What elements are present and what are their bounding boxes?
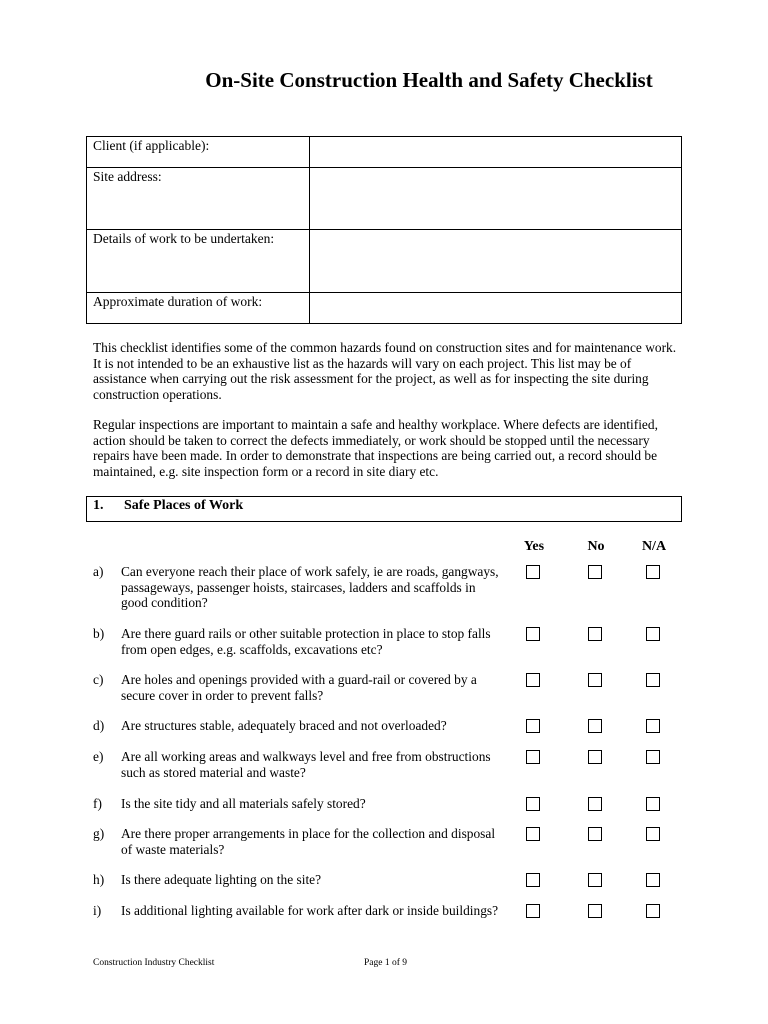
question-text: Are there guard rails or other suitable protection in place to stop falls from open edges, e.g. scaffolds, excavations etc?	[121, 626, 491, 657]
info-row-work-details	[87, 230, 682, 293]
question-letter: a)	[93, 564, 104, 579]
question-text: Are structures stable, adequately braced and not overloaded?	[121, 718, 447, 733]
yes-checkbox[interactable]	[526, 827, 540, 841]
yes-checkbox[interactable]	[526, 873, 540, 887]
no-checkbox[interactable]	[588, 827, 602, 841]
client-label: Client (if applicable):	[87, 137, 310, 168]
duration-label: Approximate duration of work:	[87, 293, 310, 324]
question-letter: g)	[93, 826, 105, 841]
na-checkbox[interactable]	[646, 750, 660, 764]
na-checkbox[interactable]	[646, 873, 660, 887]
yes-checkbox[interactable]	[526, 797, 540, 811]
no-checkbox[interactable]	[588, 627, 602, 641]
section-header	[86, 496, 682, 522]
na-checkbox[interactable]	[646, 627, 660, 641]
no-checkbox[interactable]	[588, 750, 602, 764]
na-checkbox[interactable]	[646, 673, 660, 687]
question-text: Is the site tidy and all materials safely stored?	[121, 796, 366, 811]
question-letter: c)	[93, 672, 104, 687]
yes-checkbox[interactable]	[526, 904, 540, 918]
question-text: Is there adequate lighting on the site?	[121, 872, 322, 887]
column-header-no: No	[587, 539, 605, 554]
na-checkbox[interactable]	[646, 565, 660, 579]
no-checkbox[interactable]	[588, 797, 602, 811]
question-letter: d)	[93, 718, 105, 733]
question-letter: e)	[93, 749, 104, 764]
footer-page-number: Page 1 of 9	[364, 958, 408, 968]
na-checkbox[interactable]	[646, 827, 660, 841]
column-header-na: N/A	[641, 539, 667, 554]
question-letter: f)	[93, 796, 102, 811]
column-header-yes: Yes	[523, 539, 545, 554]
intro-paragraph-2: Regular inspections are important to maintain a safe and healthy workplace. Where defects are identified, action should be taken to correct the defects immediately, or work should be stopped until the necessary repairs have been made. In order to demonstrate that inspections are being carried out, a record should be maintained, e.g. site inspection form or a record in site diary etc.	[93, 417, 658, 479]
site-info-table	[86, 136, 682, 324]
na-checkbox[interactable]	[646, 719, 660, 733]
info-row-client	[87, 137, 682, 168]
section-title: Safe Places of Work	[124, 498, 244, 513]
no-checkbox[interactable]	[588, 873, 602, 887]
question-text: Are all working areas and walkways level and free from obstructions such as stored material and waste?	[121, 749, 491, 780]
question-text: Is additional lighting available for work after dark or inside buildings?	[121, 903, 499, 918]
info-row-site-address	[87, 168, 682, 230]
yes-checkbox[interactable]	[526, 627, 540, 641]
no-checkbox[interactable]	[588, 565, 602, 579]
document-title: On-Site Construction Health and Safety Checklist	[205, 68, 653, 92]
yes-checkbox[interactable]	[526, 673, 540, 687]
question-letter: b)	[93, 626, 105, 641]
no-checkbox[interactable]	[588, 719, 602, 733]
section-number: 1.	[93, 498, 104, 513]
no-checkbox[interactable]	[588, 673, 602, 687]
question-text: Can everyone reach their place of work safely, ie are roads, gangways, passageways, passenger hoists, staircases, ladders and scaffolds in good condition?	[121, 564, 499, 611]
site-address-field[interactable]	[310, 168, 682, 230]
no-checkbox[interactable]	[588, 904, 602, 918]
yes-checkbox[interactable]	[526, 750, 540, 764]
client-field[interactable]	[310, 137, 682, 168]
footer-document-name: Construction Industry Checklist	[93, 958, 215, 968]
question-text: Are holes and openings provided with a guard-rail or covered by a secure cover in order to prevent falls?	[121, 672, 477, 703]
yes-checkbox[interactable]	[526, 565, 540, 579]
work-details-label: Details of work to be undertaken:	[87, 230, 310, 293]
question-letter: h)	[93, 872, 105, 887]
intro-paragraph-1: This checklist identifies some of the common hazards found on construction sites and for maintenance work. It is not intended to be an exhaustive list as the hazards will vary on each project. This list may be of assistance when carrying out the risk assessment for the project, as well as for inspecting the site during construction operations.	[93, 340, 677, 402]
site-address-label: Site address:	[87, 168, 310, 230]
question-letter: i)	[93, 903, 102, 918]
work-details-field[interactable]	[310, 230, 682, 293]
na-checkbox[interactable]	[646, 797, 660, 811]
na-checkbox[interactable]	[646, 904, 660, 918]
yes-checkbox[interactable]	[526, 719, 540, 733]
question-text: Are there proper arrangements in place for the collection and disposal of waste materials?	[121, 826, 496, 857]
info-row-duration	[87, 293, 682, 324]
duration-field[interactable]	[310, 293, 682, 324]
